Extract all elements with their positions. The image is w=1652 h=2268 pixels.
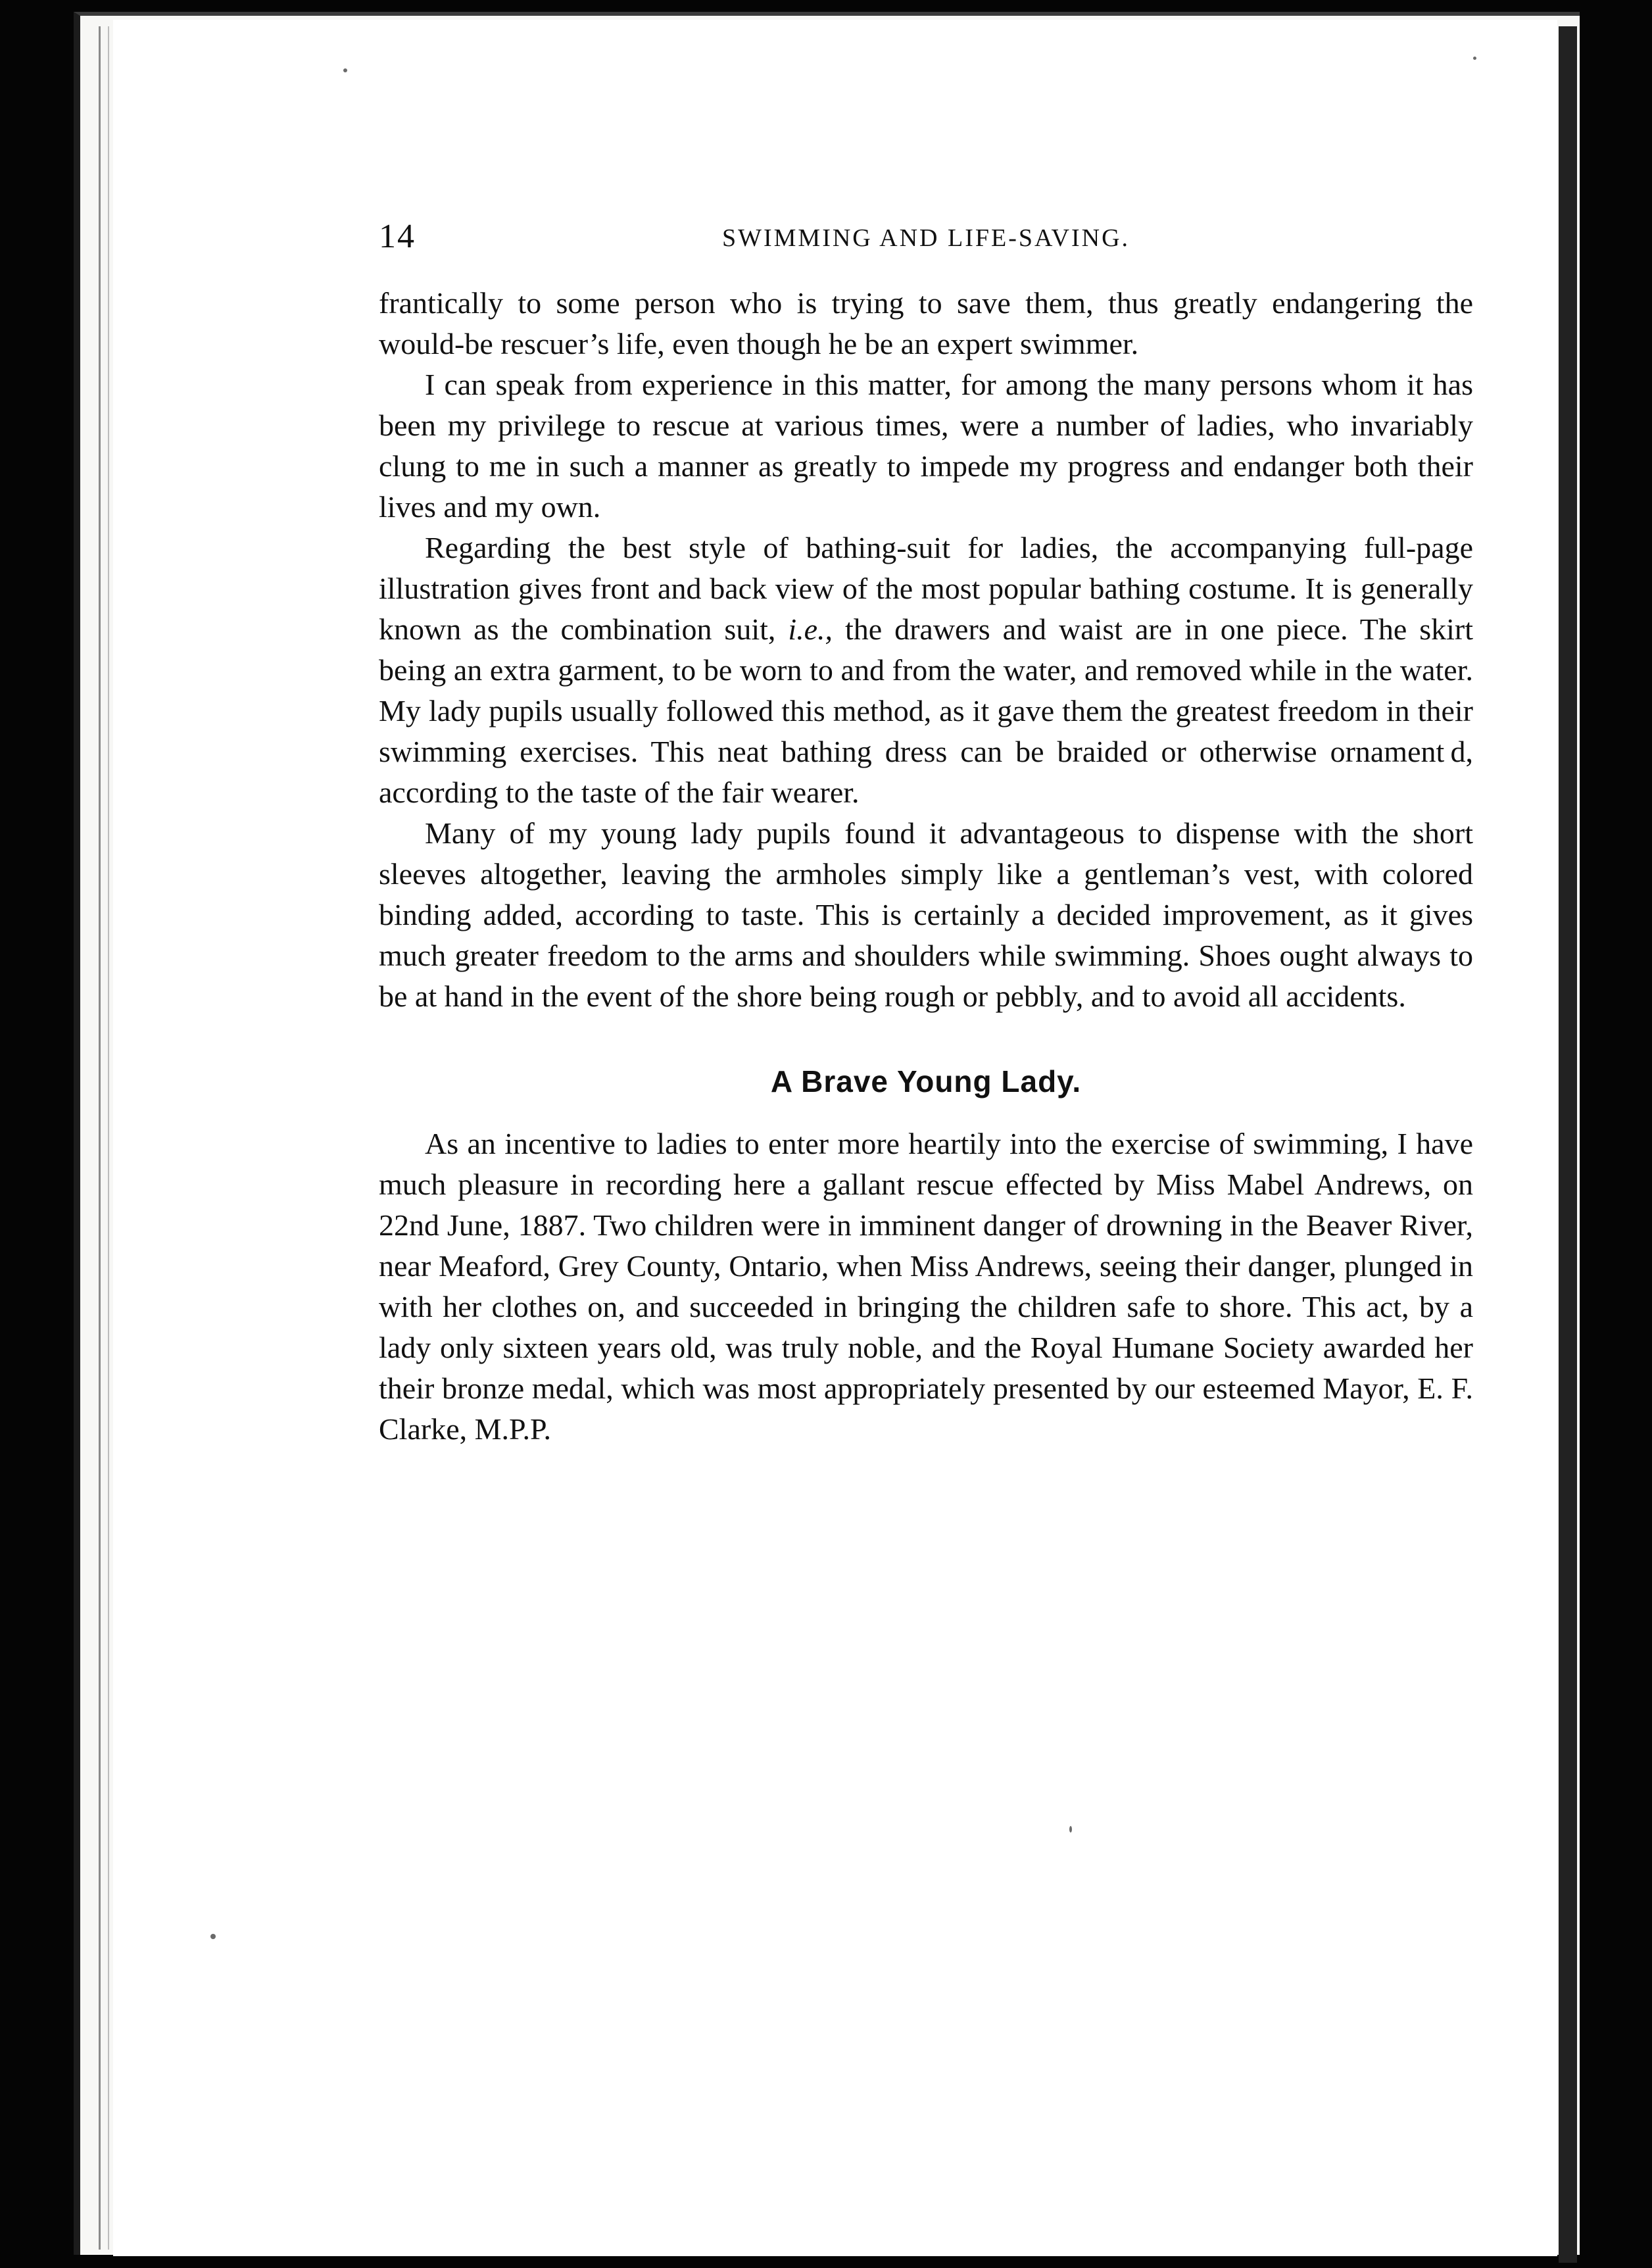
paragraph: Many of my young lady pupils found it advantageous to dispense with the short sleeves altogether, leaving the armholes simply like a gentleman’s vest, with colored binding added, according to taste. This is certainly a decided improvement, as it gives much greater freedom to the arms and shoulders while swimming. Shoes ought always to be at hand in the event of the shore being rough or pebbly, and to avoid all accidents. <box>379 816 1473 1013</box>
page-edge-line <box>108 26 109 2250</box>
running-head <box>379 217 1473 257</box>
speck <box>343 68 347 72</box>
body-text <box>379 283 1473 1450</box>
paragraph <box>379 528 1473 813</box>
page-edge-line <box>99 26 101 2250</box>
running-title: SWIMMING AND LIFE-SAVING. <box>721 224 1130 252</box>
speck <box>1069 1826 1072 1833</box>
paragraph-text: the drawers and waist are in one piece. The skirt being an extra garment, to be worn to and from the water, and removed while in the water. My lady pupils usually followed this method, as it gave them the greatest freedom in their swimming exercises. This neat bathing dress can be braided or otherwise ornament d, according to the taste of the fair wearer. <box>379 612 1474 809</box>
speck <box>1473 57 1476 60</box>
page-binding-shadow <box>1559 26 1577 2263</box>
paragraph: frantically to some person who is trying to save them, thus greatly endangering the would-be rescuer’s life, even though he be an expert swimmer. <box>379 286 1473 360</box>
paragraph-text: Regarding the best style of bathing-suit for ladies, the accompanying full-page illustration gives front and back view of the most popular bathing costume. It is generally known as the combination suit, <box>379 531 1473 646</box>
paragraph: As an incentive to ladies to enter more heartily into the exercise of swimming, I have much pleasure in recording here a gallant rescue effected by Miss Mabel Andrews, on 22nd June, 1887. Two children were in imminent danger of drowning in the Beaver River, near Meaford, Grey County, Ontario, when Miss Andrews, seeing their danger, plunged in with her clothes on, and succeeded in bringing the children safe to shore. This act, by a lady only sixteen years old, was truly noble, and the Royal Humane Society awarded her their bronze medal, which was most appropriately presented by our esteemed Mayor, E. F. Clarke, M.P.P. <box>379 1127 1473 1446</box>
page-number: 14 <box>379 218 416 255</box>
book-page <box>113 20 1557 2256</box>
section-heading: A Brave Young Lady. <box>770 1064 1082 1098</box>
speck <box>210 1934 216 1939</box>
paragraph: I can speak from experience in this matter, for among the many persons whom it has been my privilege to rescue at various times, were a number of ladies, who invariably clung to me in such a manner as greatly to impede my progress and endanger both their lives and my own. <box>379 368 1473 524</box>
italic-abbreviation: i.e., <box>788 612 833 646</box>
